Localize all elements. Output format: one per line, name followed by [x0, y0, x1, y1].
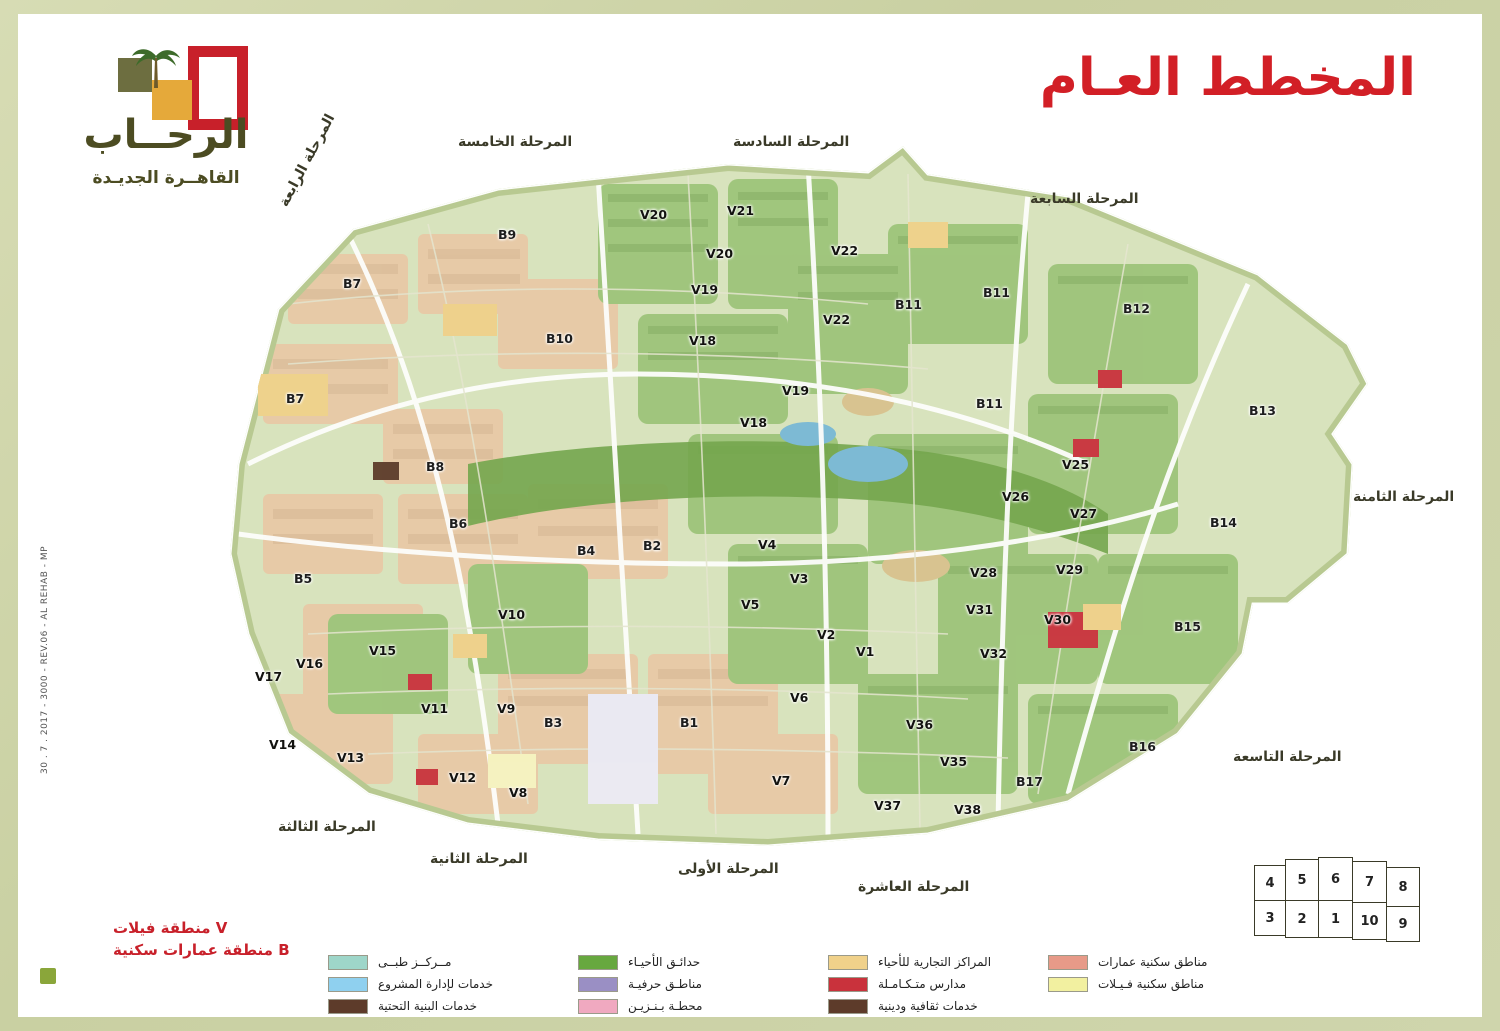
page-title: المخطط العـام	[1039, 48, 1416, 108]
phase-key-cell-2[interactable]: 2	[1285, 900, 1319, 938]
zone-label-b8-3[interactable]: B8	[426, 459, 445, 474]
legend-item-label: المراكز التجارية للأحياء	[878, 955, 992, 969]
logo-subtitle: القاهــرة الجديـدة	[92, 168, 240, 188]
zone-label-b6-4[interactable]: B6	[449, 516, 468, 531]
zone-label-v29-33[interactable]: V29	[1056, 562, 1084, 577]
zone-label-b7-2[interactable]: B7	[286, 391, 305, 406]
legend-item	[828, 951, 1078, 973]
zone-label-v36-37[interactable]: V36	[906, 717, 934, 732]
phase-key-cell-8[interactable]: 8	[1386, 867, 1420, 907]
zone-label-v37-39[interactable]: V37	[874, 798, 902, 813]
legend-swatch	[578, 977, 618, 992]
legend-item-label: خدمات البنية التحتية	[378, 999, 478, 1013]
zone-label-v28-32[interactable]: V28	[970, 565, 998, 580]
legend-column-2	[578, 951, 828, 1017]
legend-item-label: حدائـق الأحيـاء	[628, 955, 701, 969]
zone-label-v13-54[interactable]: V13	[337, 750, 365, 765]
zone-label-v32-36[interactable]: V32	[980, 646, 1008, 661]
zone-label-v27-31[interactable]: V27	[1070, 506, 1098, 521]
zone-label-v11-53[interactable]: V11	[421, 701, 449, 716]
legend-swatch	[1048, 977, 1088, 992]
zone-label-b17-19[interactable]: B17	[1016, 774, 1043, 789]
zone-label-b1-10[interactable]: B1	[680, 715, 699, 730]
zone-label-v21-21[interactable]: V21	[727, 203, 755, 218]
site-plan-map[interactable]	[168, 134, 1388, 864]
zone-label-v22-23[interactable]: V22	[831, 243, 859, 258]
legend-item-label: مناطق سكنية فـيـلات	[1098, 977, 1205, 991]
phase-2-label: المرحلة الثانية	[430, 851, 528, 867]
zone-label-v15-49[interactable]: V15	[369, 643, 397, 658]
zone-label-b3-9[interactable]: B3	[544, 715, 563, 730]
zone-label-v18-28[interactable]: V18	[740, 415, 768, 430]
zone-label-v10-48[interactable]: V10	[498, 607, 526, 622]
zone-label-b2-8[interactable]: B2	[643, 538, 662, 553]
zone-label-b4-7[interactable]: B4	[577, 543, 596, 558]
phase-key-cell-4[interactable]: 4	[1254, 865, 1286, 901]
legend-item	[578, 973, 828, 995]
zone-label-b11-13[interactable]: B11	[976, 396, 1003, 411]
zone-label-v12-56[interactable]: V12	[449, 770, 477, 785]
phase-key-cell-9[interactable]: 9	[1386, 906, 1420, 942]
phase-key-cell-1[interactable]: 1	[1318, 900, 1353, 938]
legend-swatch	[328, 955, 368, 970]
legend-item-label: خدمات لإدارة المشروع	[378, 977, 494, 991]
zone-label-v22-25[interactable]: V22	[823, 312, 851, 327]
legend-swatch	[578, 999, 618, 1014]
legend-swatch	[1048, 955, 1088, 970]
legend-item-label: مدارس متـكـامـلة	[878, 977, 967, 991]
legend-item	[1048, 973, 1298, 995]
phase-key-cell-5[interactable]: 5	[1285, 859, 1319, 901]
zone-label-v6-46[interactable]: V6	[790, 690, 809, 705]
phase-key-diagram	[1254, 857, 1434, 947]
zone-label-v35-38[interactable]: V35	[940, 754, 968, 769]
legend-swatch	[578, 955, 618, 970]
zone-label-v9-52[interactable]: V9	[497, 701, 516, 716]
phase-key-cell-6[interactable]: 6	[1318, 857, 1353, 901]
zone-label-b15-17[interactable]: B15	[1174, 619, 1201, 634]
palm-tree-icon	[128, 44, 184, 90]
legend-swatch	[328, 977, 368, 992]
zone-label-v16-50[interactable]: V16	[296, 656, 324, 671]
zone-label-b10-6[interactable]: B10	[546, 331, 573, 346]
zone-label-v17-51[interactable]: V17	[255, 669, 283, 684]
legend-column-3	[828, 951, 1078, 1017]
phase-10-label: المرحلة العاشرة	[858, 879, 970, 895]
zone-label-b9-0[interactable]: B9	[498, 227, 517, 242]
legend-swatch	[328, 999, 368, 1014]
phase-key-cell-10[interactable]: 10	[1352, 902, 1387, 940]
zone-label-b12-14[interactable]: B12	[1123, 301, 1150, 316]
phase-3-label: المرحلة الثالثة	[278, 819, 376, 835]
zone-label-v30-34[interactable]: V30	[1044, 612, 1072, 627]
zone-label-v5-43[interactable]: V5	[741, 597, 760, 612]
zone-label-v38-40[interactable]: V38	[954, 802, 982, 817]
zone-label-b11-12[interactable]: B11	[983, 285, 1010, 300]
legend-item-label: محطـة بـنـزيـن	[628, 999, 703, 1013]
zone-label-v2-44[interactable]: V2	[817, 627, 836, 642]
legend-item	[578, 995, 828, 1017]
phase-1-label: المرحلة الأولى	[678, 861, 779, 877]
legend-item-label: مــركــز طبــى	[378, 955, 452, 969]
legend-item	[578, 951, 828, 973]
phase-7-label: المرحلة السابعة	[1030, 191, 1139, 207]
zone-label-v25-29[interactable]: V25	[1062, 457, 1090, 472]
print-credit: 30 . 7 . 2017 - 3000 - REV.06 - AL REHAB - MP	[40, 545, 50, 774]
logo-name: الرحــاب	[83, 112, 249, 158]
phase-key-cell-3[interactable]: 3	[1254, 900, 1286, 936]
zone-label-v7-47[interactable]: V7	[772, 773, 791, 788]
legend-heading-b: B منطقة عمارات سكنية	[113, 941, 290, 959]
zone-label-v19-24[interactable]: V19	[691, 282, 719, 297]
zone-label-b5-5[interactable]: B5	[294, 571, 313, 586]
zone-label-v4-41[interactable]: V4	[758, 537, 777, 552]
zone-label-b7-1[interactable]: B7	[343, 276, 362, 291]
legend-item	[328, 995, 578, 1017]
zone-label-b16-18[interactable]: B16	[1129, 739, 1156, 754]
map-sheet	[18, 14, 1482, 1017]
zone-label-v20-20[interactable]: V20	[640, 207, 668, 222]
zone-label-v8-57[interactable]: V8	[509, 785, 528, 800]
zone-label-b11-11[interactable]: B11	[895, 297, 922, 312]
zone-label-v20-22[interactable]: V20	[706, 246, 734, 261]
legend	[113, 919, 1243, 1014]
legend-column-4	[1048, 951, 1298, 995]
phase-4-label: المرحلة الرابعة	[276, 111, 339, 210]
phase-9-label: المرحلة التاسعة	[1233, 749, 1342, 765]
legend-column-1	[328, 951, 578, 1017]
zone-label-b13-15[interactable]: B13	[1249, 403, 1276, 418]
legend-item-label: مناطـق حرفيـة	[628, 977, 702, 991]
phase-6-label: المرحلة السادسة	[733, 134, 850, 150]
legend-item	[828, 995, 1078, 1017]
phase-8-label: المرحلة الثامنة	[1353, 489, 1455, 505]
legend-swatch	[828, 977, 868, 992]
zone-label-v14-55[interactable]: V14	[269, 737, 297, 752]
legend-item-label: خدمات ثقافية ودينية	[878, 999, 978, 1013]
legend-item	[1048, 951, 1298, 973]
legend-swatch	[828, 999, 868, 1014]
legend-item	[328, 951, 578, 973]
zone-label-v18-26[interactable]: V18	[689, 333, 717, 348]
phase-5-label: المرحلة الخامسة	[458, 134, 573, 150]
legend-item	[828, 973, 1078, 995]
zone-label-v1-45[interactable]: V1	[856, 644, 875, 659]
phase-key-cell-7[interactable]: 7	[1352, 861, 1387, 903]
zone-label-v26-30[interactable]: V26	[1002, 489, 1030, 504]
legend-swatch	[828, 955, 868, 970]
zone-label-v31-35[interactable]: V31	[966, 602, 994, 617]
zone-label-b14-16[interactable]: B14	[1210, 515, 1237, 530]
legend-heading-v: V منطقة فيلات	[113, 919, 228, 937]
legend-item	[328, 973, 578, 995]
zone-label-v19-27[interactable]: V19	[782, 383, 810, 398]
zone-label-v3-42[interactable]: V3	[790, 571, 809, 586]
legend-item-label: مناطق سكنية عمارات	[1098, 955, 1208, 969]
publisher-logo-icon	[40, 968, 56, 984]
